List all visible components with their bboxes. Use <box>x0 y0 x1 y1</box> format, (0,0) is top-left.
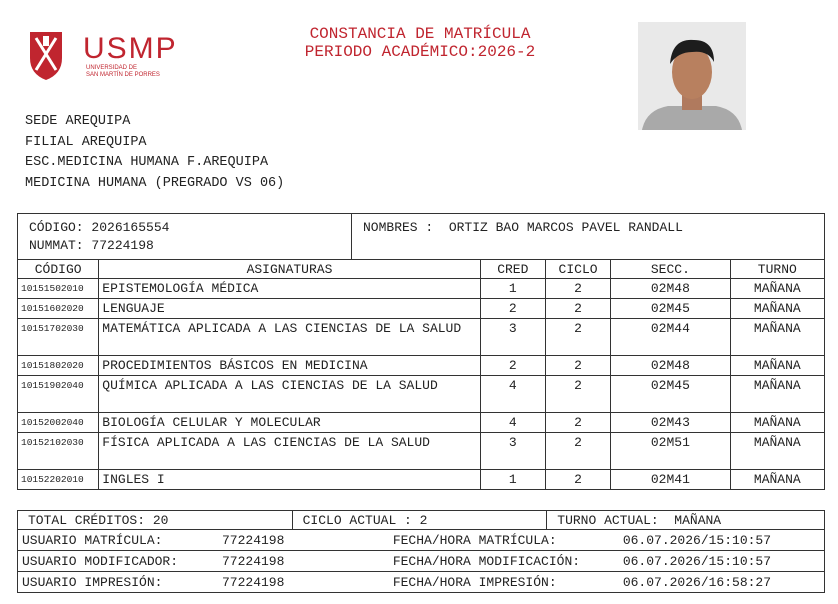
summary-table <box>17 510 825 530</box>
row-secc: 02M48 <box>611 356 730 376</box>
table-row <box>18 319 825 356</box>
usmp-logo <box>16 28 186 84</box>
audit-date-label: FECHA/HORA MODIFICACIÓN: <box>392 553 581 569</box>
audit-user-value: 77224198 <box>222 532 285 548</box>
row-secc: 02M45 <box>611 376 730 413</box>
row-asignatura: BIOLOGÍA CELULAR Y MOLECULAR <box>99 413 480 433</box>
sede-info <box>25 112 284 194</box>
table-row <box>18 470 825 490</box>
total-creditos <box>18 511 293 530</box>
audit-row <box>18 551 825 572</box>
row-ciclo: 2 <box>545 376 610 413</box>
student-photo <box>638 22 746 130</box>
row-cred: 2 <box>480 356 545 376</box>
total-label: TOTAL CRÉDITOS: <box>28 512 146 528</box>
row-asignatura: QUÍMICA APLICADA A LAS CIENCIAS DE LA SALUD <box>99 376 480 413</box>
audit-user <box>18 530 389 551</box>
row-cred: 1 <box>480 279 545 299</box>
logo-subtitle-2: SAN MARTÍN DE PORRES <box>86 72 160 78</box>
audit-user <box>18 572 389 593</box>
codigo-label: CÓDIGO: <box>29 220 84 235</box>
escuela-line: ESC.MEDICINA HUMANA F.AREQUIPA <box>25 155 269 170</box>
audit-user-value: 77224198 <box>222 574 285 590</box>
row-cred: 4 <box>480 376 545 413</box>
row-cred: 3 <box>480 319 545 356</box>
row-secc: 02M51 <box>611 433 730 470</box>
table-row <box>18 413 825 433</box>
row-asignatura: EPISTEMOLOGÍA MÉDICA <box>99 279 480 299</box>
table-header-row <box>18 260 825 279</box>
row-asignatura: MATEMÁTICA APLICADA A LAS CIENCIAS DE LA SALUD <box>99 319 480 356</box>
row-turno: MAÑANA <box>730 413 824 433</box>
table-row <box>18 299 825 319</box>
audit-date-label: FECHA/HORA MATRÍCULA: <box>392 532 557 548</box>
audit-user <box>18 551 389 572</box>
programa-line: MEDICINA HUMANA (PREGRADO VS 06) <box>25 175 285 191</box>
row-codigo: 10151502010 <box>18 279 99 299</box>
nombres-label: NOMBRES : <box>363 220 434 235</box>
row-codigo: 10151602020 <box>18 299 99 319</box>
audit-date <box>389 530 825 551</box>
turno-value: MAÑANA <box>674 512 722 528</box>
row-ciclo: 2 <box>545 413 610 433</box>
audit-table <box>17 529 825 593</box>
col-ciclo: CICLO <box>545 260 610 279</box>
row-ciclo: 2 <box>545 470 610 490</box>
turno-label: TURNO ACTUAL: <box>557 512 659 528</box>
audit-date <box>389 572 825 593</box>
row-asignatura: PROCEDIMIENTOS BÁSICOS EN MEDICINA <box>99 356 480 376</box>
row-secc: 02M41 <box>611 470 730 490</box>
audit-date-value: 06.07.2026/16:58:27 <box>622 574 772 590</box>
row-asignatura: INGLES I <box>99 470 480 490</box>
audit-user-label: USUARIO IMPRESIÓN: <box>22 574 163 590</box>
audit-date-value: 06.07.2026/15:10:57 <box>622 553 772 569</box>
row-secc: 02M44 <box>611 319 730 356</box>
nombres-value: ORTIZ BAO MARCOS PAVEL RANDALL <box>448 220 683 235</box>
row-turno: MAÑANA <box>730 433 824 470</box>
row-ciclo: 2 <box>545 356 610 376</box>
courses-table <box>17 259 825 490</box>
col-asignaturas: ASIGNATURAS <box>99 260 480 279</box>
audit-date-label: FECHA/HORA IMPRESIÓN: <box>392 574 557 590</box>
table-row <box>18 433 825 470</box>
student-info-box <box>17 213 825 260</box>
codigo-value: 2026165554 <box>91 220 170 235</box>
nombres-row <box>363 220 683 235</box>
col-codigo: CÓDIGO <box>18 260 99 279</box>
table-row <box>18 376 825 413</box>
total-value: 20 <box>152 512 169 528</box>
nummat-row <box>29 238 154 253</box>
row-codigo: 10152202010 <box>18 470 99 490</box>
col-cred: CRED <box>480 260 545 279</box>
title-line-2: PERIODO ACADÉMICO:2026-2 <box>304 43 536 61</box>
turno-actual <box>547 511 825 530</box>
audit-date-value: 06.07.2026/15:10:57 <box>622 532 772 548</box>
table-row <box>18 279 825 299</box>
logo-subtitle-1: UNIVERSIDAD DE <box>86 65 138 71</box>
row-asignatura: FÍSICA APLICADA A LAS CIENCIAS DE LA SALUD <box>99 433 480 470</box>
row-codigo: 10152002040 <box>18 413 99 433</box>
row-turno: MAÑANA <box>730 319 824 356</box>
summary-row <box>18 511 825 530</box>
codigo-row <box>29 220 169 235</box>
logo-wordmark: USMP <box>83 32 178 65</box>
col-turno: TURNO <box>730 260 824 279</box>
row-turno: MAÑANA <box>730 299 824 319</box>
row-turno: MAÑANA <box>730 279 824 299</box>
row-turno: MAÑANA <box>730 376 824 413</box>
row-codigo: 10151902040 <box>18 376 99 413</box>
row-secc: 02M45 <box>611 299 730 319</box>
row-asignatura: LENGUAJE <box>99 299 480 319</box>
audit-row <box>18 530 825 551</box>
row-turno: MAÑANA <box>730 470 824 490</box>
row-cred: 2 <box>480 299 545 319</box>
table-row <box>18 356 825 376</box>
nummat-label: NUMMAT: <box>29 238 84 253</box>
audit-user-label: USUARIO MATRÍCULA: <box>22 532 163 548</box>
document-title <box>240 25 600 61</box>
row-codigo: 10151802020 <box>18 356 99 376</box>
row-turno: MAÑANA <box>730 356 824 376</box>
row-ciclo: 2 <box>545 279 610 299</box>
audit-user-label: USUARIO MODIFICADOR: <box>22 553 179 569</box>
row-cred: 3 <box>480 433 545 470</box>
col-secc: SECC. <box>611 260 730 279</box>
row-codigo: 10152102030 <box>18 433 99 470</box>
row-ciclo: 2 <box>545 299 610 319</box>
audit-date <box>389 551 825 572</box>
audit-row <box>18 572 825 593</box>
row-secc: 02M43 <box>611 413 730 433</box>
row-ciclo: 2 <box>545 433 610 470</box>
row-cred: 1 <box>480 470 545 490</box>
audit-user-value: 77224198 <box>222 553 285 569</box>
row-codigo: 10151702030 <box>18 319 99 356</box>
sede-line: SEDE AREQUIPA <box>25 114 131 129</box>
filial-line: FILIAL AREQUIPA <box>25 134 147 150</box>
row-cred: 4 <box>480 413 545 433</box>
row-ciclo: 2 <box>545 319 610 356</box>
row-secc: 02M48 <box>611 279 730 299</box>
ciclo-label: CICLO ACTUAL : <box>302 512 412 528</box>
title-line-1: CONSTANCIA DE MATRÍCULA <box>309 25 531 43</box>
nummat-value: 77224198 <box>91 238 154 253</box>
ciclo-value: 2 <box>419 512 428 528</box>
ciclo-actual <box>292 511 547 530</box>
